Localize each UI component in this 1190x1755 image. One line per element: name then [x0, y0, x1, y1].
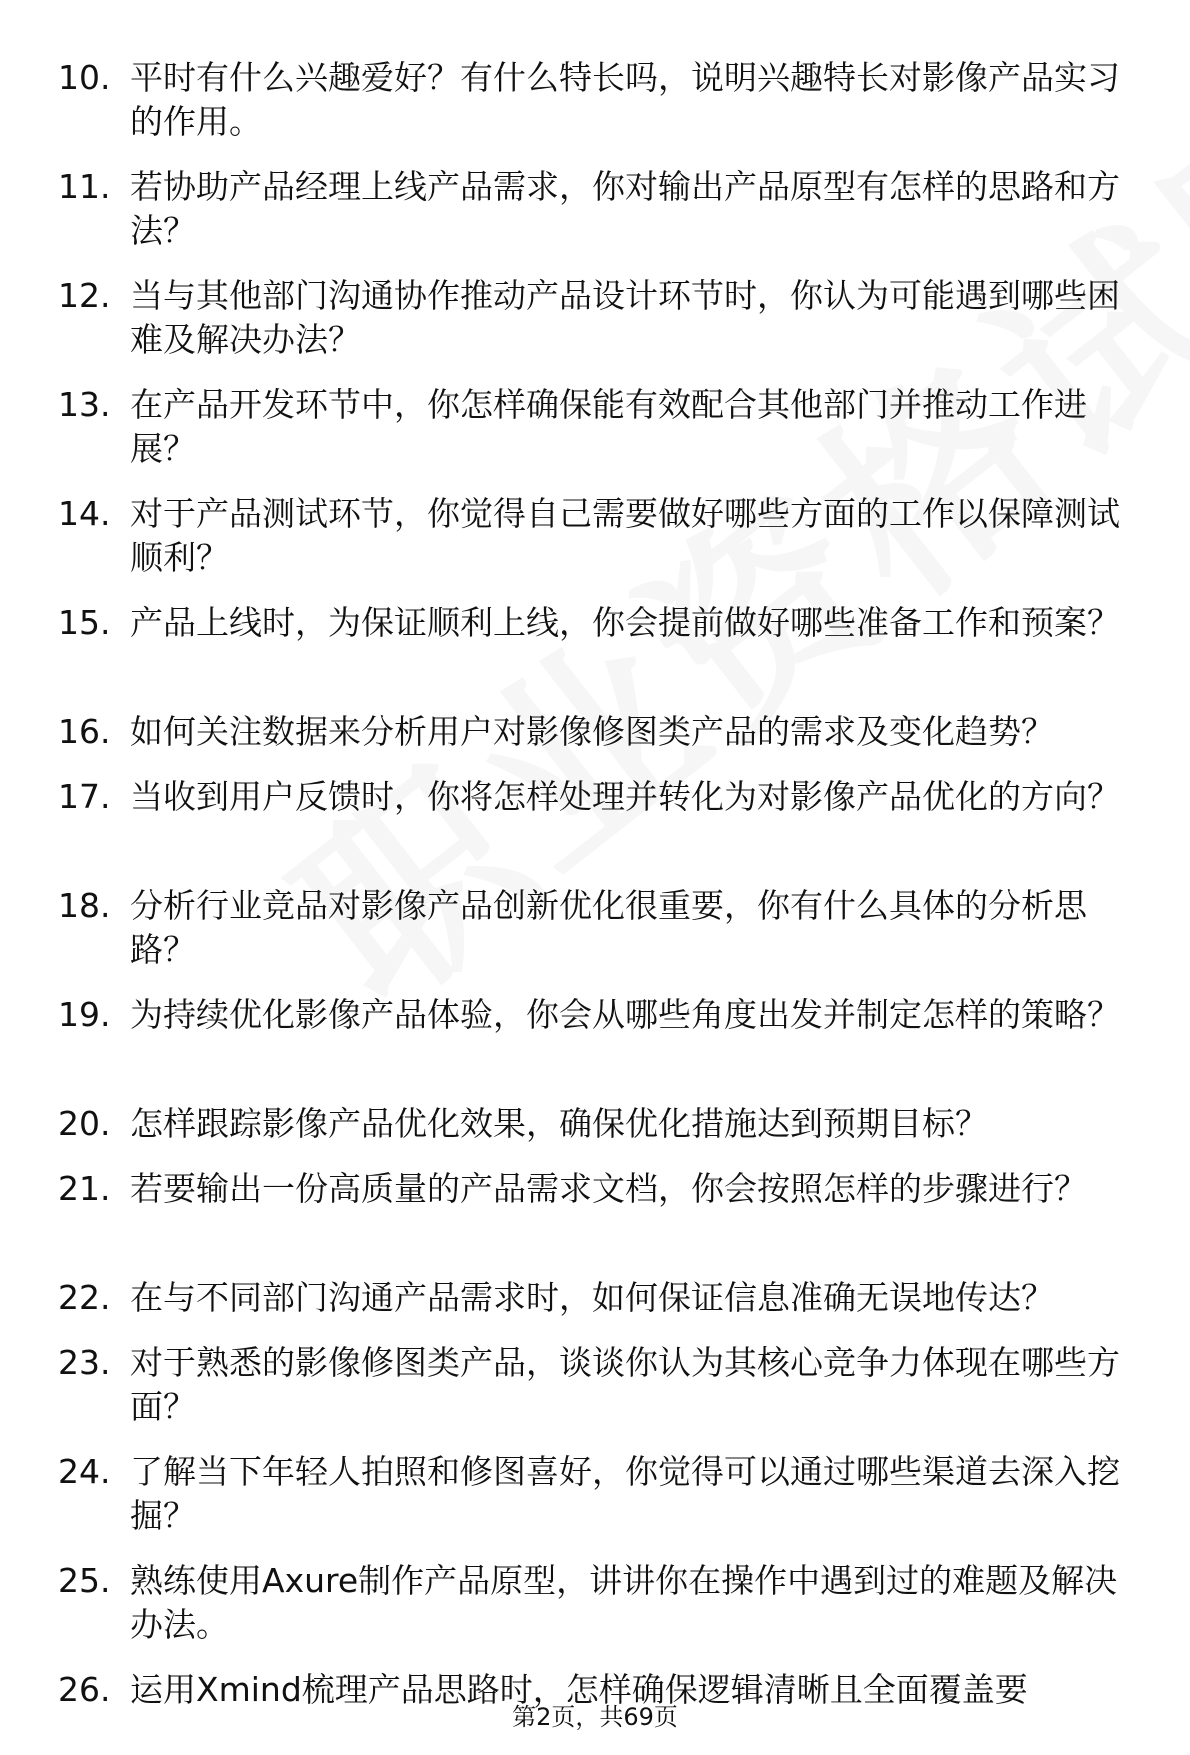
question-text: 当收到用户反馈时，你将怎样处理并转化为对影像产品优化的方向？ [130, 777, 1120, 816]
question-text: 在与不同部门沟通产品需求时，如何保证信息准确无误地传达？ [130, 1278, 1054, 1317]
question-list [58, 56, 1158, 1712]
question-number: 19. [58, 995, 111, 1034]
list-item [58, 884, 1158, 993]
list-item [58, 1102, 1158, 1167]
question-number: 11. [58, 167, 111, 206]
list-item [58, 601, 1158, 710]
list-item [58, 56, 1158, 165]
list-item [58, 710, 1158, 775]
question-number: 17. [58, 777, 111, 816]
question-text: 分析行业竞品对影像产品创新优化很重要，你有什么具体的分析思路？ [130, 886, 1087, 969]
question-number: 14. [58, 494, 111, 533]
question-text: 如何关注数据来分析用户对影像修图类产品的需求及变化趋势？ [130, 712, 1054, 751]
question-number: 16. [58, 712, 111, 751]
question-number: 24. [58, 1452, 111, 1491]
question-text: 若要输出一份高质量的产品需求文档，你会按照怎样的步骤进行？ [130, 1169, 1087, 1208]
list-item [58, 383, 1158, 492]
question-number: 25. [58, 1561, 111, 1600]
question-number: 20. [58, 1104, 111, 1143]
question-text: 为持续优化影像产品体验，你会从哪些角度出发并制定怎样的策略？ [130, 995, 1120, 1034]
question-number: 26. [58, 1670, 111, 1709]
question-text: 怎样跟踪影像产品优化效果，确保优化措施达到预期目标？ [130, 1104, 988, 1143]
question-text: 若协助产品经理上线产品需求，你对输出产品原型有怎样的思路和方法？ [130, 167, 1120, 250]
question-text: 了解当下年轻人拍照和修图喜好，你觉得可以通过哪些渠道去深入挖掘？ [130, 1452, 1120, 1535]
question-text: 运用Xmind梳理产品思路时，怎样确保逻辑清晰且全面覆盖要 [130, 1670, 1028, 1709]
page-number-footer: 第2页，共69页 [512, 1703, 678, 1731]
question-text: 在产品开发环节中，你怎样确保能有效配合其他部门并推动工作进展？ [130, 385, 1087, 468]
question-text: 熟练使用Axure制作产品原型，讲讲你在操作中遇到过的难题及解决办法。 [130, 1561, 1118, 1644]
question-text: 当与其他部门沟通协作推动产品设计环节时，你认为可能遇到哪些困难及解决办法？ [130, 276, 1120, 359]
question-text: 对于熟悉的影像修图类产品，谈谈你认为其核心竞争力体现在哪些方面？ [130, 1343, 1120, 1426]
question-number: 12. [58, 276, 111, 315]
question-number: 10. [58, 58, 111, 97]
question-number: 15. [58, 603, 111, 642]
question-number: 13. [58, 385, 111, 424]
question-text: 对于产品测试环节，你觉得自己需要做好哪些方面的工作以保障测试顺利？ [130, 494, 1120, 577]
list-item [58, 1341, 1158, 1450]
question-number: 22. [58, 1278, 111, 1317]
list-item [58, 1167, 1158, 1276]
list-item [58, 993, 1158, 1102]
question-number: 18. [58, 886, 111, 925]
list-item [58, 1276, 1158, 1341]
question-text: 产品上线时，为保证顺利上线，你会提前做好哪些准备工作和预案？ [130, 603, 1120, 642]
list-item [58, 165, 1158, 274]
list-item [58, 1559, 1158, 1668]
question-text: 平时有什么兴趣爱好？有什么特长吗，说明兴趣特长对影像产品实习的作用。 [130, 58, 1120, 141]
question-number: 21. [58, 1169, 111, 1208]
list-item [58, 492, 1158, 601]
list-item [58, 1450, 1158, 1559]
list-item [58, 274, 1158, 383]
list-item [58, 775, 1158, 884]
question-number: 23. [58, 1343, 111, 1382]
